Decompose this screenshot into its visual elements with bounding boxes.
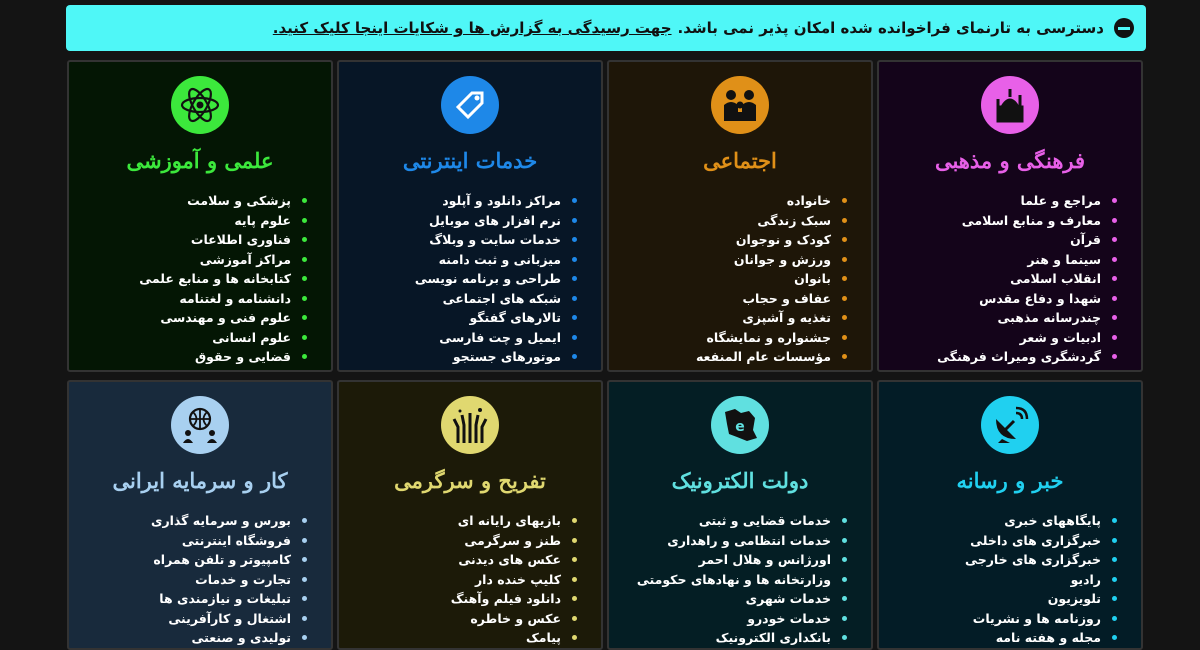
category-list [609, 511, 871, 648]
category-link[interactable]: فروشگاه اینترنتی [69, 531, 307, 551]
report-complaint-link[interactable]: جهت رسیدگی به گزارش ها و شکایات اینجا کلیک کنید. [272, 19, 672, 37]
access-blocked-banner [66, 5, 1146, 51]
category-link[interactable]: گردشگری ومیراث فرهنگی [879, 347, 1117, 367]
category-link[interactable]: دانلود فیلم وآهنگ [339, 589, 577, 609]
category-link[interactable]: کامپیوتر و تلفن همراه [69, 550, 307, 570]
category-link[interactable]: مراکز دانلود و آپلود [339, 191, 577, 211]
category-title: خدمات اینترنتی [402, 148, 538, 173]
category-link[interactable]: علوم انسانی [69, 328, 307, 348]
category-card-entertainment[interactable] [337, 380, 603, 650]
mosque-icon [981, 76, 1039, 134]
category-link[interactable]: خدمات سایت و وبلاگ [339, 230, 577, 250]
category-link[interactable]: خدمات شهری [609, 589, 847, 609]
category-title: خبر و رسانه [956, 468, 1064, 493]
category-list [339, 191, 601, 367]
category-link[interactable]: خدمات خودرو [609, 609, 847, 629]
category-link[interactable]: انقلاب اسلامی [879, 269, 1117, 289]
category-link[interactable]: کلیپ خنده دار [339, 570, 577, 590]
category-title: فرهنگی و مذهبی [934, 148, 1086, 173]
category-list [69, 511, 331, 648]
category-card-internet-services[interactable] [337, 60, 603, 372]
category-link[interactable]: مؤسسات عام المنفعه [609, 347, 847, 367]
category-link[interactable]: کتابخانه ها و منابع علمی [69, 269, 307, 289]
category-link[interactable]: شبکه های اجتماعی [339, 289, 577, 309]
category-link[interactable]: موتورهای جستجو [339, 347, 577, 367]
iran-map-icon [711, 396, 769, 454]
category-link[interactable]: تلویزیون [879, 589, 1117, 609]
category-link[interactable]: ایمیل و چت فارسی [339, 328, 577, 348]
category-link[interactable]: پایگاههای خبری [879, 511, 1117, 531]
category-link[interactable]: جشنواره و نمایشگاه [609, 328, 847, 348]
category-link[interactable]: طراحی و برنامه نویسی [339, 269, 577, 289]
tag-icon [441, 76, 499, 134]
category-link[interactable]: عکس و خاطره [339, 609, 577, 629]
atom-icon [171, 76, 229, 134]
category-link[interactable]: پزشکی و سلامت [69, 191, 307, 211]
category-title: اجتماعی [703, 148, 777, 173]
category-link[interactable]: عکس های دیدنی [339, 550, 577, 570]
category-title: دولت الکترونیک [671, 468, 809, 493]
category-card-social[interactable] [607, 60, 873, 372]
category-list [69, 191, 331, 367]
category-list [339, 511, 601, 648]
category-link[interactable]: روزنامه ها و نشریات [879, 609, 1117, 629]
category-link[interactable]: ادبیات و شعر [879, 328, 1117, 348]
category-link[interactable]: اشتغال و کارآفرینی [69, 609, 307, 629]
category-link[interactable]: ورزش و جوانان [609, 250, 847, 270]
category-link[interactable]: علوم فنی و مهندسی [69, 308, 307, 328]
satellite-dish-icon [981, 396, 1039, 454]
category-list [609, 191, 871, 367]
category-link[interactable]: وزارتخانه ها و نهادهای حکومتی [609, 570, 847, 590]
category-link[interactable]: خانواده [609, 191, 847, 211]
category-link[interactable]: مجله و هفته نامه [879, 628, 1117, 648]
category-link[interactable]: شهدا و دفاع مقدس [879, 289, 1117, 309]
category-link[interactable]: رادیو [879, 570, 1117, 590]
category-list [879, 191, 1141, 367]
category-card-business[interactable] [67, 380, 333, 650]
category-link[interactable]: خبرگزاری های داخلی [879, 531, 1117, 551]
category-link[interactable]: نرم افزار های موبایل [339, 211, 577, 231]
category-link[interactable]: بانوان [609, 269, 847, 289]
category-link[interactable]: قضایی و حقوق [69, 347, 307, 367]
category-link[interactable]: کودک و نوجوان [609, 230, 847, 250]
category-title: علمی و آموزشی [126, 148, 274, 173]
category-link[interactable]: فناوری اطلاعات [69, 230, 307, 250]
family-icon [711, 76, 769, 134]
category-link[interactable]: تبلیغات و نیازمندی ها [69, 589, 307, 609]
category-title: تفریح و سرگرمی [394, 468, 546, 493]
category-link[interactable]: تجارت و خدمات [69, 570, 307, 590]
category-link[interactable]: دانشنامه و لغتنامه [69, 289, 307, 309]
category-link[interactable]: پیامک [339, 628, 577, 648]
category-card-cultural[interactable] [877, 60, 1143, 372]
category-link[interactable]: قرآن [879, 230, 1117, 250]
category-link[interactable]: مراکز آموزشی [69, 250, 307, 270]
category-card-news-media[interactable] [877, 380, 1143, 650]
category-link[interactable]: تغذیه و آشپزی [609, 308, 847, 328]
category-link[interactable]: خدمات انتظامی و راهداری [609, 531, 847, 551]
category-card-e-government[interactable] [607, 380, 873, 650]
category-link[interactable]: تالارهای گفتگو [339, 308, 577, 328]
category-card-scientific[interactable] [67, 60, 333, 372]
category-link[interactable]: بازیهای رایانه ای [339, 511, 577, 531]
category-link[interactable]: مراجع و علما [879, 191, 1117, 211]
category-link[interactable]: تولیدی و صنعتی [69, 628, 307, 648]
category-grid [67, 60, 1143, 650]
category-link[interactable]: بورس و سرمایه گذاری [69, 511, 307, 531]
category-title: کار و سرمایه ایرانی [112, 468, 288, 493]
category-link[interactable]: خبرگزاری های خارجی [879, 550, 1117, 570]
category-link[interactable]: میزبانی و ثبت دامنه [339, 250, 577, 270]
category-link[interactable]: سبک زندگی [609, 211, 847, 231]
category-link[interactable]: سینما و هنر [879, 250, 1117, 270]
globe-people-icon [171, 396, 229, 454]
category-link[interactable]: خدمات قضایی و ثبتی [609, 511, 847, 531]
category-link[interactable]: بانکداری الکترونیک [609, 628, 847, 648]
category-link[interactable]: عفاف و حجاب [609, 289, 847, 309]
blocked-icon [1114, 18, 1134, 38]
category-link[interactable]: اورژانس و هلال احمر [609, 550, 847, 570]
category-list [879, 511, 1141, 648]
category-link[interactable]: طنز و سرگرمی [339, 531, 577, 551]
svg-text:e: e [735, 419, 745, 435]
category-link[interactable]: معارف و منابع اسلامی [879, 211, 1117, 231]
banner-text: دسترسی به تارنمای فراخوانده شده امکان پذیر نمی باشد. [677, 19, 1104, 37]
category-link[interactable]: علوم پایه [69, 211, 307, 231]
category-link[interactable]: چندرسانه مذهبی [879, 308, 1117, 328]
party-hands-icon [441, 396, 499, 454]
